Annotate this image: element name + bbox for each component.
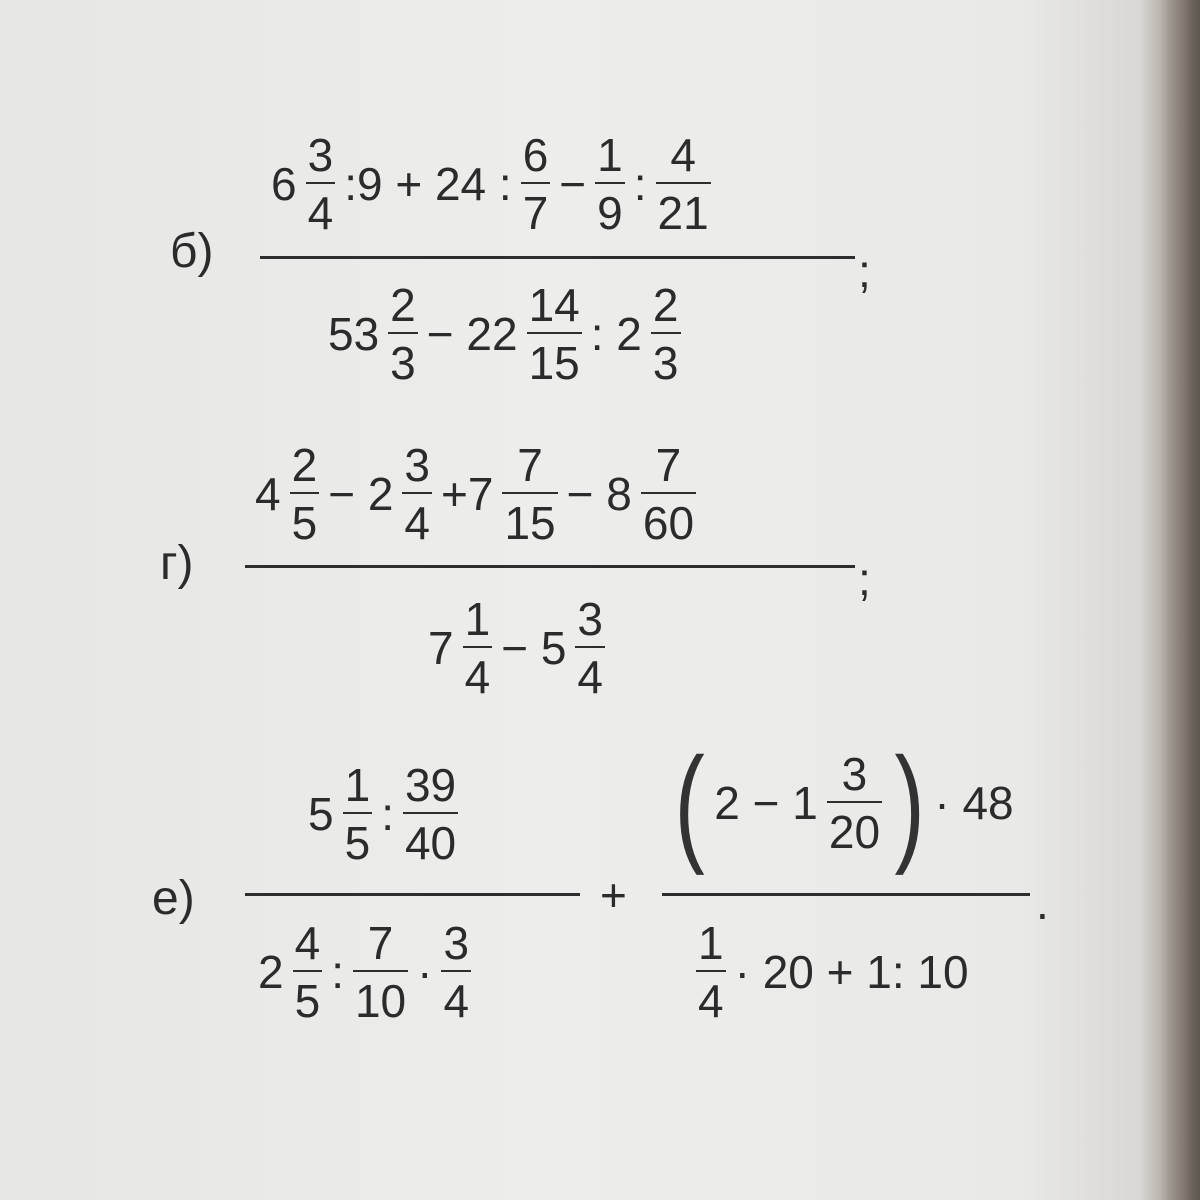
fraction	[527, 279, 582, 389]
whole-number: 5	[308, 788, 334, 840]
fraction-denominator: 4	[698, 975, 724, 1027]
fraction	[388, 279, 418, 389]
operator-text: : 2	[590, 308, 642, 360]
period: .	[1036, 877, 1049, 929]
fraction	[441, 917, 471, 1027]
fraction	[290, 439, 320, 549]
fraction	[595, 129, 625, 239]
fraction-denominator: 4	[577, 651, 604, 703]
operator-text: · 48	[934, 777, 1014, 829]
fraction-numerator: 1	[698, 917, 724, 969]
fraction-denominator: 4	[307, 187, 334, 239]
fraction	[521, 129, 551, 239]
left-denominator-expression	[255, 917, 477, 1027]
whole-number: 4	[255, 468, 281, 520]
fraction	[651, 279, 681, 389]
problem-label: е)	[152, 872, 195, 925]
problem-label: б)	[170, 225, 214, 278]
main-fraction-bar	[260, 256, 855, 259]
operator-text: :	[633, 158, 647, 210]
fraction-denominator: 15	[528, 337, 580, 389]
fraction	[306, 129, 336, 239]
numerator-expression	[268, 129, 717, 239]
fraction-denominator: 9	[597, 187, 623, 239]
semicolon: ;	[858, 245, 871, 297]
fraction-denominator: 5	[344, 817, 371, 869]
right-denominator-expression	[690, 917, 972, 1027]
operator-text: :9 + 24 :	[344, 158, 512, 210]
fraction-denominator: 20	[828, 806, 881, 858]
fraction-denominator: 40	[404, 817, 457, 869]
right-numerator-expression	[668, 730, 1017, 876]
fraction-denominator: 5	[291, 497, 318, 549]
numerator-expression	[252, 439, 702, 549]
semicolon: ;	[858, 553, 871, 605]
fraction	[402, 439, 432, 549]
whole-number: 2	[258, 946, 284, 998]
fraction-numerator: 14	[528, 279, 580, 331]
fraction-numerator: 3	[404, 439, 431, 491]
fraction-numerator: 39	[404, 759, 457, 811]
fraction-numerator: 6	[522, 129, 549, 181]
fraction	[463, 593, 493, 703]
fraction-denominator: 15	[504, 497, 556, 549]
fraction-numerator: 7	[367, 917, 394, 969]
operator-text: − 22	[426, 308, 518, 360]
fraction-denominator: 3	[390, 337, 416, 389]
denominator-expression	[325, 279, 687, 389]
whole-number: 6	[271, 158, 297, 210]
operator-text: − 2	[328, 468, 394, 520]
left-numerator-expression	[305, 759, 464, 869]
fraction	[827, 748, 882, 858]
denominator-expression	[425, 593, 611, 703]
fraction-numerator: 7	[655, 439, 682, 491]
fraction	[293, 917, 323, 1027]
right-parenthesis: )	[894, 730, 925, 876]
fraction	[575, 593, 605, 703]
fraction-denominator: 4	[464, 651, 491, 703]
fraction	[696, 917, 726, 1027]
fraction	[656, 129, 711, 239]
fraction-numerator: 1	[464, 593, 491, 645]
problem-label: г)	[160, 537, 194, 590]
left-main-fraction-bar	[245, 893, 580, 896]
fraction-denominator: 5	[294, 975, 321, 1027]
fraction-numerator: 3	[307, 129, 334, 181]
whole-number: 2 − 1	[714, 777, 818, 829]
operator-text: :	[331, 946, 344, 998]
fraction	[403, 759, 458, 869]
fraction-denominator: 3	[652, 337, 679, 389]
fraction-denominator: 7	[522, 187, 549, 239]
fraction	[641, 439, 696, 549]
fraction-numerator: 2	[291, 439, 318, 491]
operator-text: −	[559, 158, 587, 210]
book-page-edge	[1160, 0, 1200, 1200]
fraction-numerator: 7	[517, 439, 543, 491]
operator-text: ·	[417, 946, 433, 998]
fraction-denominator: 4	[443, 975, 470, 1027]
fraction-denominator: 60	[642, 497, 695, 549]
operator-text: :	[381, 788, 394, 840]
fraction-numerator: 2	[652, 279, 679, 331]
right-main-fraction-bar	[662, 893, 1030, 896]
fraction-numerator: 1	[597, 129, 623, 181]
fraction-numerator: 3	[443, 917, 470, 969]
operator-text: · 20 + 1: 10	[734, 946, 969, 998]
fraction	[343, 759, 373, 869]
left-parenthesis: (	[674, 730, 705, 876]
operator-text: − 8	[566, 468, 632, 520]
fraction-denominator: 4	[404, 497, 431, 549]
whole-number: 7	[428, 622, 454, 674]
fraction-denominator: 10	[354, 975, 407, 1027]
fraction-numerator: 2	[390, 279, 416, 331]
fraction-denominator: 21	[657, 187, 709, 239]
plus-sign: +	[600, 869, 627, 921]
fraction	[502, 439, 557, 549]
fraction-numerator: 1	[344, 759, 371, 811]
main-fraction-bar	[245, 565, 855, 568]
fraction-numerator: 4	[670, 129, 696, 181]
whole-number: 53	[328, 308, 380, 360]
fraction-numerator: 3	[841, 748, 868, 800]
operator-text: − 5	[501, 622, 567, 674]
fraction-numerator: 4	[294, 917, 321, 969]
operator-text: +7	[441, 468, 494, 520]
fraction-numerator: 3	[577, 593, 604, 645]
fraction	[353, 917, 408, 1027]
